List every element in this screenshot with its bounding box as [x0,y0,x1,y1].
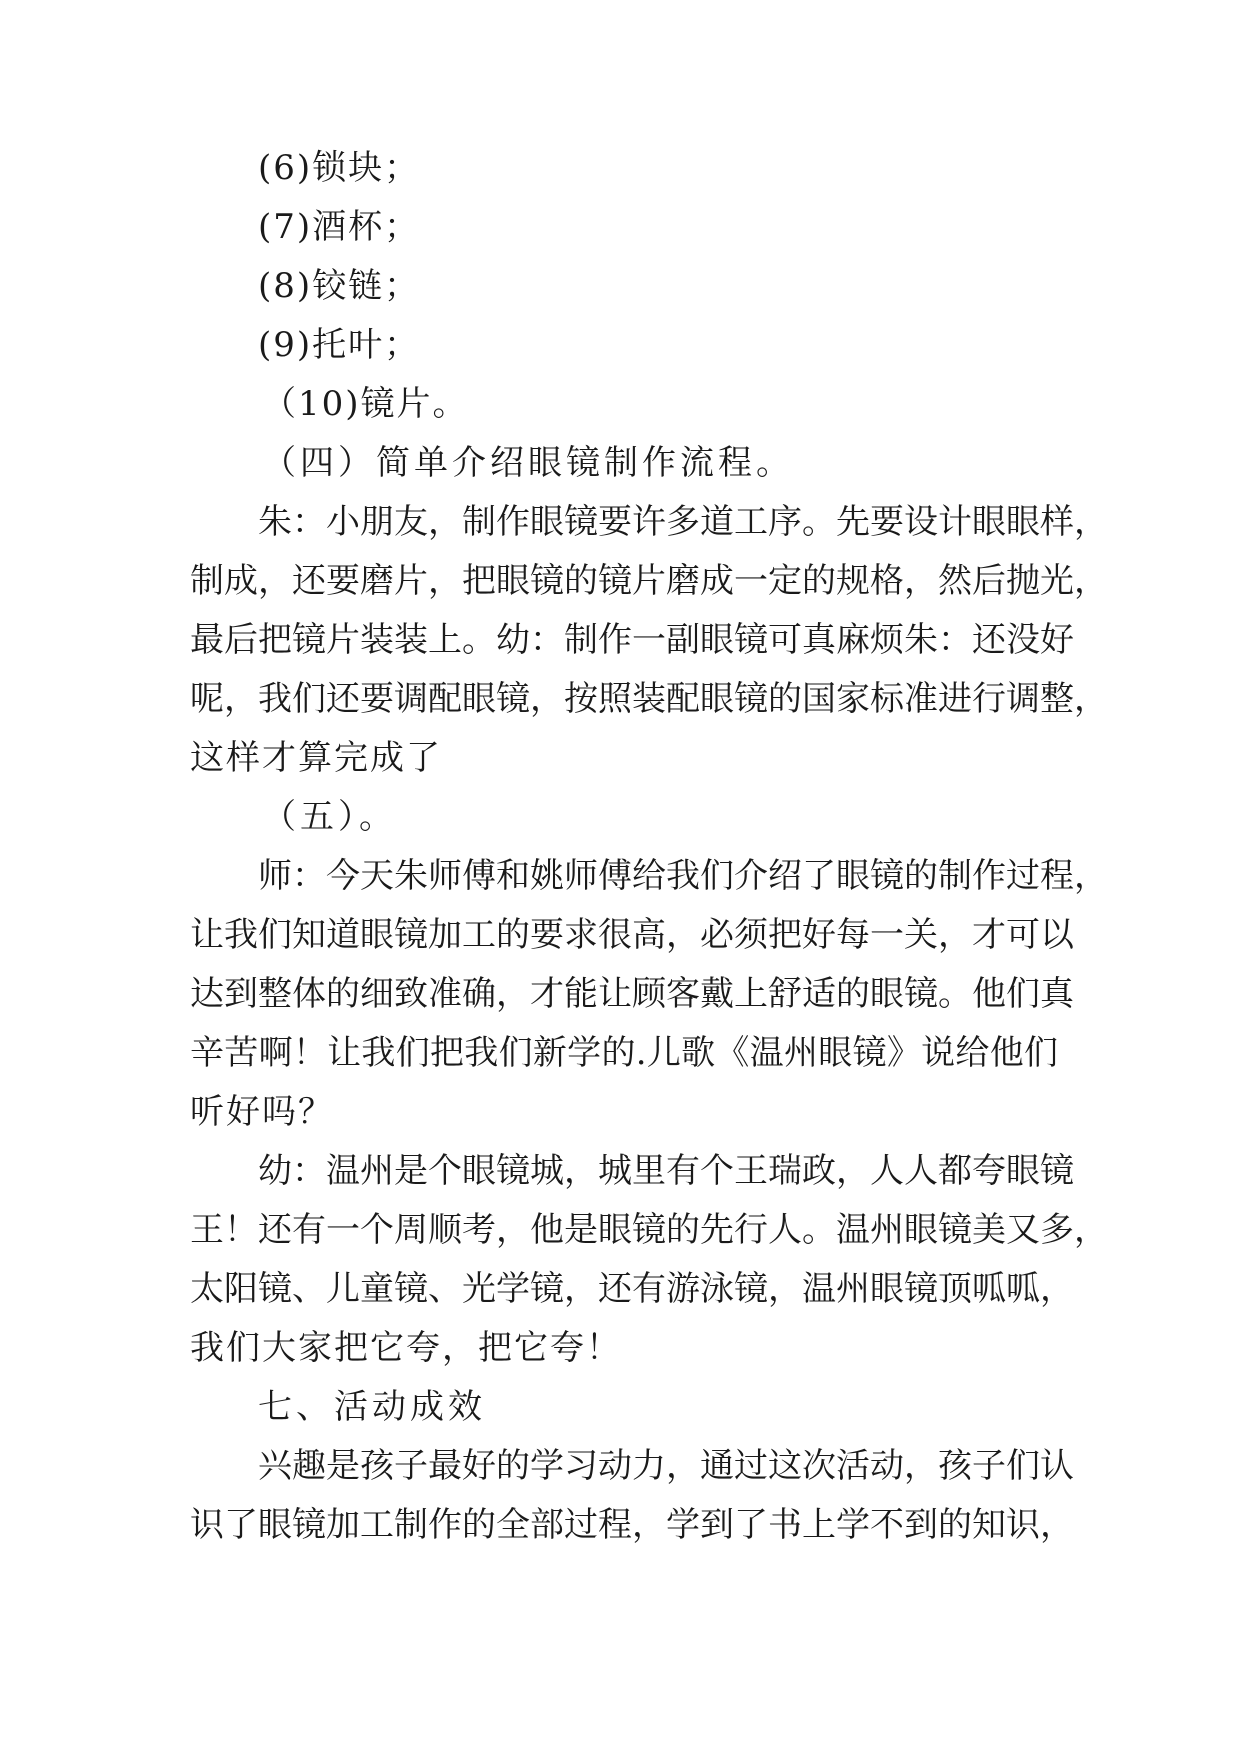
list-item-6: (6)锁块； [258,148,421,188]
paragraph-line: 兴趣是孩子最好的学习动力，通过这次活动，孩子们认 [258,1446,1074,1486]
paragraph-line: 让我们知道眼镜加工的要求很高，必须把好每一关，才可以 [190,915,1074,955]
section-seven-heading: 七、活动成效 [258,1387,486,1427]
list-item-10: （10)镜片。 [262,384,469,424]
paragraph-line: 幼：温州是个眼镜城，城里有个王瑞政，人人都夸眼镜 [258,1151,1074,1191]
paragraph-line: 我们大家把它夸，把它夸！ [190,1328,622,1368]
paragraph-line: 辛苦啊！让我们把我们新学的.儿歌《温州眼镜》说给他们 [190,1033,1058,1073]
list-item-8: (8)铰链； [258,266,421,306]
paragraph-line: 呢，我们还要调配眼镜，按照装配眼镜的国家标准进行调整， [190,679,1108,719]
paragraph-line: 识了眼镜加工制作的全部过程，学到了书上学不到的知识， [190,1505,1074,1545]
paragraph-line: 朱：小朋友，制作眼镜要许多道工序。先要设计眼眼样， [258,502,1108,542]
paragraph-line: 师：今天朱师傅和姚师傅给我们介绍了眼镜的制作过程， [258,856,1108,896]
paragraph-line: 最后把镜片装装上。幼：制作一副眼镜可真麻烦朱：还没好 [190,620,1074,660]
paragraph-line: 这样才算完成了 [190,738,442,778]
paragraph-line: 制成，还要磨片，把眼镜的镜片磨成一定的规格，然后抛光， [190,561,1108,601]
list-item-7: (7)酒杯； [258,207,421,247]
paragraph-line: 达到整体的细致准确，才能让顾客戴上舒适的眼镜。他们真 [190,974,1074,1014]
section-five-heading: （五）。 [262,797,397,837]
paragraph-line: 太阳镜、儿童镜、光学镜，还有游泳镜，温州眼镜顶呱呱， [190,1269,1074,1309]
paragraph-line: 王！还有一个周顺考，他是眼镜的先行人。温州眼镜美又多， [190,1210,1108,1250]
section-four-heading: （四）简单介绍眼镜制作流程。 [262,443,794,483]
list-item-9: (9)托叶； [258,325,421,365]
paragraph-line: 听好吗？ [190,1092,334,1132]
